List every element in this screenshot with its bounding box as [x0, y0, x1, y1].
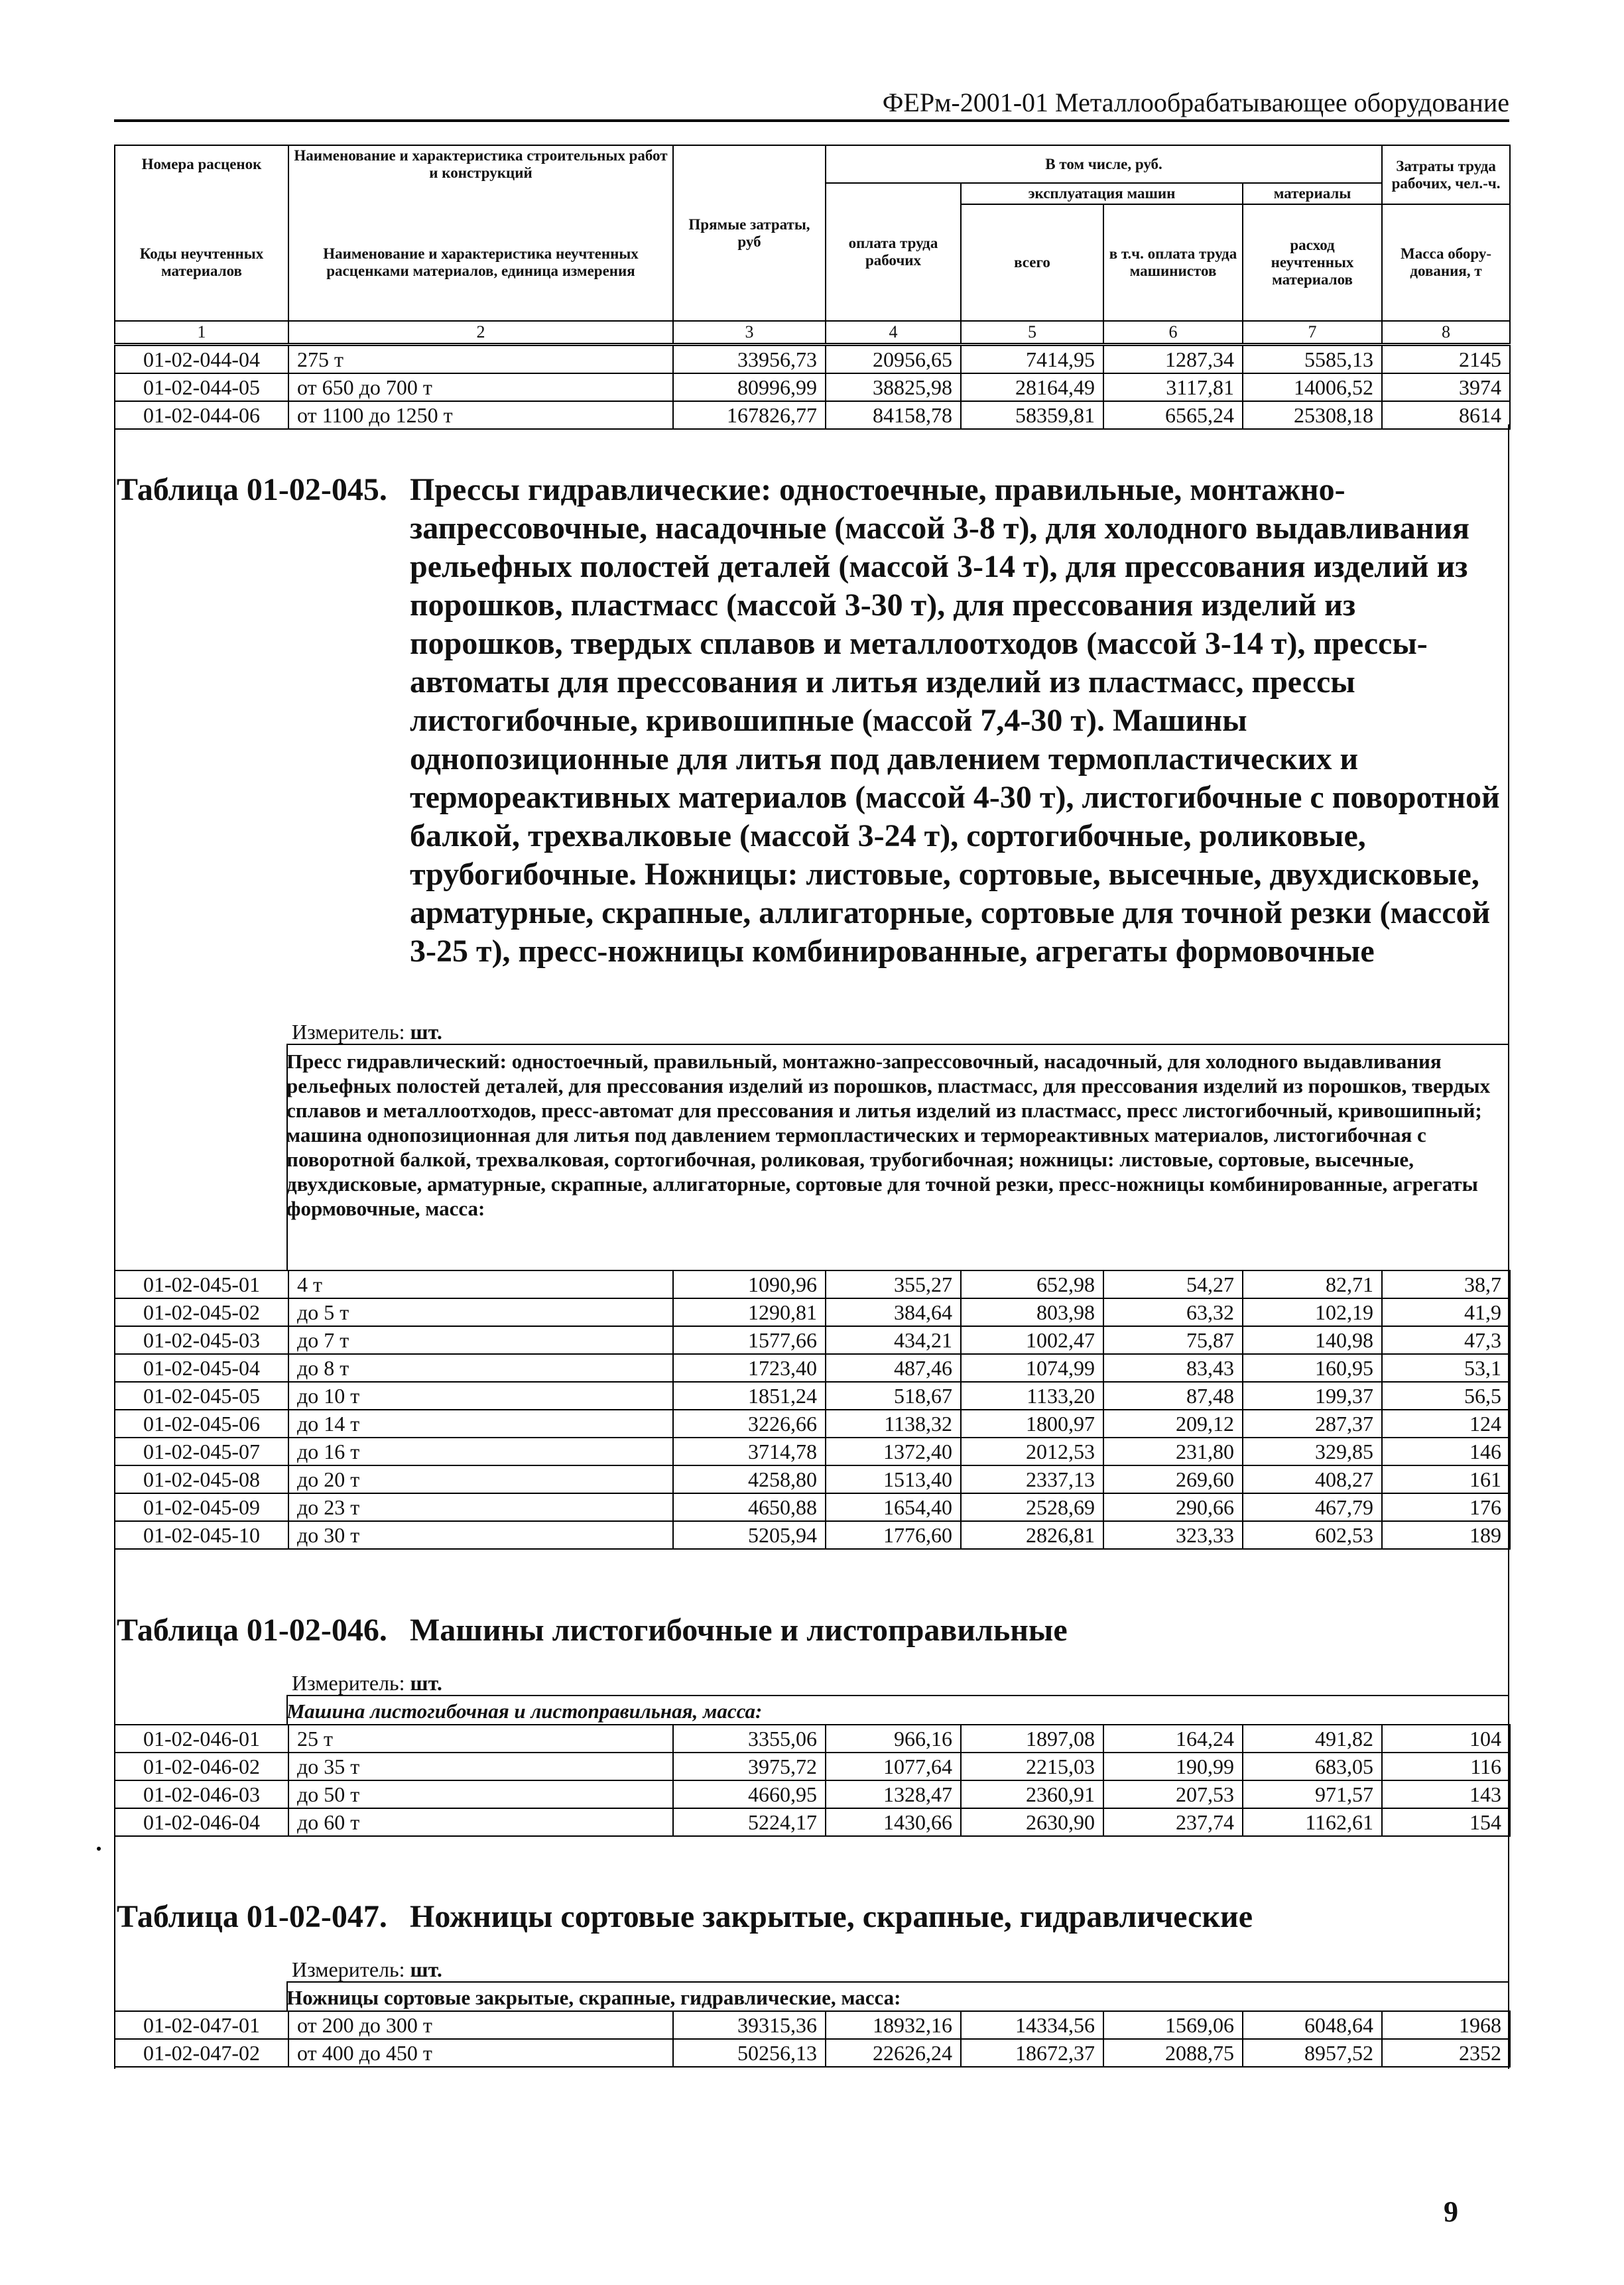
direct-cost: 3975,72 [673, 1753, 826, 1780]
table-046-unit [292, 1671, 442, 1695]
materials-cost: 1162,61 [1243, 1808, 1382, 1836]
labor-pay: 355,27 [826, 1270, 961, 1298]
machine-total: 1002,47 [961, 1326, 1103, 1354]
machinist-pay: 54,27 [1103, 1270, 1243, 1298]
labor-pay: 1077,64 [826, 1753, 961, 1780]
machinist-pay: 237,74 [1103, 1808, 1243, 1836]
mass-or-labor: 176 [1382, 1493, 1510, 1521]
mass-or-labor: 8614 [1382, 401, 1510, 429]
table-046-title-block [117, 1611, 1509, 1651]
col-number: 1 [115, 321, 288, 343]
item-name: до 60 т [288, 1808, 673, 1836]
header-col8-top: Затраты труда рабочих, чел.-ч. [1382, 145, 1510, 204]
machine-total: 2360,91 [961, 1780, 1103, 1808]
frame-right-line [1508, 424, 1509, 2069]
table-row [115, 1438, 1510, 1465]
desc-left-line [286, 1045, 288, 1270]
header-spacer [115, 183, 288, 204]
table-045-unit [292, 1020, 442, 1044]
running-header: ФЕРм-2001-01 Металлообрабатывающее оборудование [114, 86, 1509, 122]
materials-cost: 82,71 [1243, 1270, 1382, 1298]
machine-total: 1074,99 [961, 1354, 1103, 1382]
machine-total: 2630,90 [961, 1808, 1103, 1836]
table-047-number: Таблица 01-02-047. [117, 1899, 387, 1934]
col-number: 3 [673, 321, 826, 343]
table-046-title: Машины листогибочные и листоправильные [410, 1613, 1068, 1648]
header-group: В том числе, руб. [826, 145, 1382, 183]
labor-pay: 1372,40 [826, 1438, 961, 1465]
table-row [115, 1465, 1510, 1493]
direct-cost: 3714,78 [673, 1438, 826, 1465]
item-name: до 8 т [288, 1354, 673, 1382]
materials-cost: 971,57 [1243, 1780, 1382, 1808]
table-046 [114, 1724, 1511, 1837]
materials-cost: 491,82 [1243, 1725, 1382, 1753]
mass-or-labor: 2145 [1382, 345, 1510, 373]
machine-total: 1800,97 [961, 1410, 1103, 1438]
machinist-pay: 209,12 [1103, 1410, 1243, 1438]
materials-cost: 408,27 [1243, 1465, 1382, 1493]
direct-cost: 3355,06 [673, 1725, 826, 1753]
mass-or-labor: 104 [1382, 1725, 1510, 1753]
materials-cost: 160,95 [1243, 1354, 1382, 1382]
direct-cost: 167826,77 [673, 401, 826, 429]
direct-cost: 1723,40 [673, 1354, 826, 1382]
table-047 [114, 2010, 1511, 2068]
col-number: 6 [1103, 321, 1243, 343]
labor-pay: 966,16 [826, 1725, 961, 1753]
labor-pay: 22626,24 [826, 2039, 961, 2067]
table-row [115, 1410, 1510, 1438]
item-name: до 5 т [288, 1298, 673, 1326]
mass-or-labor: 53,1 [1382, 1354, 1510, 1382]
machinist-pay: 231,80 [1103, 1438, 1243, 1465]
item-name: до 30 т [288, 1521, 673, 1549]
machinist-pay: 75,87 [1103, 1326, 1243, 1354]
table-row [115, 1780, 1510, 1808]
direct-cost: 5205,94 [673, 1521, 826, 1549]
direct-cost: 4650,88 [673, 1493, 826, 1521]
machinist-pay: 190,99 [1103, 1753, 1243, 1780]
materials-cost: 287,37 [1243, 1410, 1382, 1438]
unit-label: Измеритель: [292, 1020, 405, 1044]
table-047-unit [292, 1957, 442, 1981]
labor-pay: 434,21 [826, 1326, 961, 1354]
table-row [115, 2011, 1510, 2039]
machine-total: 28164,49 [961, 373, 1103, 401]
machine-total: 652,98 [961, 1270, 1103, 1298]
mass-or-labor: 189 [1382, 1521, 1510, 1549]
item-name: до 23 т [288, 1493, 673, 1521]
materials-cost: 199,37 [1243, 1382, 1382, 1410]
desc-left-line [286, 1981, 288, 2012]
item-name: до 10 т [288, 1382, 673, 1410]
header-col7: расход неучтенных материалов [1243, 204, 1382, 321]
materials-cost: 140,98 [1243, 1326, 1382, 1354]
item-name: до 7 т [288, 1326, 673, 1354]
mass-or-labor: 154 [1382, 1808, 1510, 1836]
table-047-title: Ножницы сортовые закрытые, скрапные, гидравлические [410, 1899, 1253, 1934]
direct-cost: 80996,99 [673, 373, 826, 401]
mass-or-labor: 3974 [1382, 373, 1510, 401]
rate-code: 01-02-046-04 [115, 1808, 288, 1836]
item-name: 275 т [288, 345, 673, 373]
labor-pay: 384,64 [826, 1298, 961, 1326]
materials-cost: 25308,18 [1243, 401, 1382, 429]
rate-code: 01-02-044-04 [115, 345, 288, 373]
item-name: от 650 до 700 т [288, 373, 673, 401]
mass-or-labor: 47,3 [1382, 1326, 1510, 1354]
col-number: 7 [1243, 321, 1382, 343]
materials-cost: 14006,52 [1243, 373, 1382, 401]
rate-code: 01-02-045-08 [115, 1465, 288, 1493]
machinist-pay: 87,48 [1103, 1382, 1243, 1410]
direct-cost: 1577,66 [673, 1326, 826, 1354]
table-044 [114, 345, 1511, 430]
item-name: до 16 т [288, 1438, 673, 1465]
rate-code: 01-02-045-09 [115, 1493, 288, 1521]
desc-top-line [286, 1981, 1509, 1983]
rate-code: 01-02-047-01 [115, 2011, 288, 2039]
unit-value: шт. [410, 1671, 442, 1695]
machine-total: 2337,13 [961, 1465, 1103, 1493]
table-045-number: Таблица 01-02-045. [117, 472, 387, 507]
mass-or-labor: 116 [1382, 1753, 1510, 1780]
direct-cost: 4660,95 [673, 1780, 826, 1808]
labor-pay: 38825,98 [826, 373, 961, 401]
mass-or-labor: 146 [1382, 1438, 1510, 1465]
col-number: 2 [288, 321, 673, 343]
labor-pay: 518,67 [826, 1382, 961, 1410]
materials-cost: 8957,52 [1243, 2039, 1382, 2067]
labor-pay: 18932,16 [826, 2011, 961, 2039]
item-name: 25 т [288, 1725, 673, 1753]
header-col8-bottom: Масса обору-дования, т [1382, 204, 1510, 321]
machinist-pay: 207,53 [1103, 1780, 1243, 1808]
table-row [115, 1753, 1510, 1780]
table-row [115, 345, 1510, 373]
machine-total: 2012,53 [961, 1438, 1103, 1465]
machine-total: 18672,37 [961, 2039, 1103, 2067]
machine-total: 1897,08 [961, 1725, 1103, 1753]
header-col6: в т.ч. оплата труда машинистов [1103, 204, 1243, 321]
rate-code: 01-02-046-02 [115, 1753, 288, 1780]
rate-code: 01-02-046-01 [115, 1725, 288, 1753]
item-name: до 50 т [288, 1780, 673, 1808]
mass-or-labor: 2352 [1382, 2039, 1510, 2067]
header-col1-top: Номера расценок [115, 145, 288, 183]
machinist-pay: 269,60 [1103, 1465, 1243, 1493]
labor-pay: 1328,47 [826, 1780, 961, 1808]
desc-top-line [286, 1695, 1509, 1696]
machine-total: 2826,81 [961, 1521, 1103, 1549]
unit-label: Измеритель: [292, 1671, 405, 1695]
mass-or-labor: 143 [1382, 1780, 1510, 1808]
table-046-description: Машина листогибочная и листоправильная, масса: [286, 1699, 763, 1723]
table-047-title-block [117, 1898, 1509, 1938]
desc-top-line [286, 1044, 1509, 1045]
header-col3: Прямые затраты, руб [673, 145, 826, 321]
unit-value: шт. [410, 1020, 442, 1044]
machine-total: 58359,81 [961, 401, 1103, 429]
rate-code: 01-02-045-01 [115, 1270, 288, 1298]
machinist-pay: 1569,06 [1103, 2011, 1243, 2039]
mass-or-labor: 41,9 [1382, 1298, 1510, 1326]
header-spacer [288, 183, 673, 204]
materials-cost: 6048,64 [1243, 2011, 1382, 2039]
labor-pay: 1138,32 [826, 1410, 961, 1438]
unit-label: Измеритель: [292, 1957, 405, 1981]
machine-total: 2215,03 [961, 1753, 1103, 1780]
direct-cost: 1090,96 [673, 1270, 826, 1298]
rate-code: 01-02-045-02 [115, 1298, 288, 1326]
rate-code: 01-02-047-02 [115, 2039, 288, 2067]
materials-cost: 467,79 [1243, 1493, 1382, 1521]
table-row [115, 1354, 1510, 1382]
machinist-pay: 2088,75 [1103, 2039, 1243, 2067]
table-row [115, 1270, 1510, 1298]
direct-cost: 4258,80 [673, 1465, 826, 1493]
item-name: до 14 т [288, 1410, 673, 1438]
labor-pay: 1430,66 [826, 1808, 961, 1836]
machinist-pay: 83,43 [1103, 1354, 1243, 1382]
materials-cost: 329,85 [1243, 1438, 1382, 1465]
table-row [115, 1521, 1510, 1549]
direct-cost: 5224,17 [673, 1808, 826, 1836]
mass-or-labor: 56,5 [1382, 1382, 1510, 1410]
rate-code: 01-02-045-07 [115, 1438, 288, 1465]
unit-value: шт. [410, 1957, 442, 1981]
machinist-pay: 290,66 [1103, 1493, 1243, 1521]
direct-cost: 39315,36 [673, 2011, 826, 2039]
machinist-pay: 323,33 [1103, 1521, 1243, 1549]
direct-cost: 33956,73 [673, 345, 826, 373]
item-name: 4 т [288, 1270, 673, 1298]
header-col4: оплата труда рабочих [826, 183, 961, 321]
table-row [115, 401, 1510, 429]
direct-cost: 3226,66 [673, 1410, 826, 1438]
materials-cost: 102,19 [1243, 1298, 1382, 1326]
header-col5: всего [961, 204, 1103, 321]
machinist-pay: 164,24 [1103, 1725, 1243, 1753]
machine-total: 14334,56 [961, 2011, 1103, 2039]
machine-total: 803,98 [961, 1298, 1103, 1326]
col-number: 8 [1382, 321, 1510, 343]
header-col2-bottom: Наименование и характеристика неучтенных расценками материалов, единица измерения [288, 204, 673, 321]
direct-cost: 1851,24 [673, 1382, 826, 1410]
header-subgroup-materials: материалы [1243, 183, 1382, 204]
column-header-table [114, 145, 1511, 344]
mass-or-labor: 38,7 [1382, 1270, 1510, 1298]
labor-pay: 1654,40 [826, 1493, 961, 1521]
header-subgroup-machines: эксплуатация машин [961, 183, 1243, 204]
rate-code: 01-02-045-03 [115, 1326, 288, 1354]
mass-or-labor: 161 [1382, 1465, 1510, 1493]
table-045-title: Прессы гидравлические: одностоечные, правильные, монтажно-запрессовочные, насадочные (массой 3-8 т), для холодного выдавливания рельефных полостей деталей (массой 3-14 т), для прессования изделий из порошков, пластмасс (массой 3-30 т), для прессования изделий из порошков, твердых сплавов и металлоотходов (массой 3-14 т), прессы-автоматы для прессования и литья изделий из пластмасс, прессы листогибочные, кривошипные (массой 7,4-30 т). Машины однопозиционные для литья под давлением термопластических и термореактивных материалов (массой 4-30 т), листогибочные с поворотной балкой, трехвалковые (массой 3-24 т), сортогибочные, роликовые, трубогибочные. Ножницы: листовые, сортовые, высечные, двухдисковые, арматурные, скрапные, аллигаторные, сортовые для точной резки (массой 3-25 т), пресс-ножницы комбинированные, агрегаты формовочные [410, 472, 1500, 969]
mass-or-labor: 124 [1382, 1410, 1510, 1438]
rate-code: 01-02-045-04 [115, 1354, 288, 1382]
table-row [115, 1326, 1510, 1354]
table-row [115, 1725, 1510, 1753]
machinist-pay: 1287,34 [1103, 345, 1243, 373]
table-row [115, 1493, 1510, 1521]
item-name: от 200 до 300 т [288, 2011, 673, 2039]
machine-total: 7414,95 [961, 345, 1103, 373]
table-046-number: Таблица 01-02-046. [117, 1613, 387, 1648]
col-number: 5 [961, 321, 1103, 343]
table-047-description: Ножницы сортовые закрытые, скрапные, гидравлические, масса: [286, 1986, 901, 2009]
mass-or-labor: 1968 [1382, 2011, 1510, 2039]
col-number: 4 [826, 321, 961, 343]
page-number: 9 [1444, 2195, 1458, 2228]
desc-left-line [286, 1695, 288, 1725]
header-col1-bottom: Коды неучтенных материалов [115, 204, 288, 321]
materials-cost: 5585,13 [1243, 345, 1382, 373]
machinist-pay: 3117,81 [1103, 373, 1243, 401]
labor-pay: 1776,60 [826, 1521, 961, 1549]
machinist-pay: 6565,24 [1103, 401, 1243, 429]
rate-code: 01-02-046-03 [115, 1780, 288, 1808]
table-row [115, 1298, 1510, 1326]
frame-left-line [114, 424, 115, 2069]
header-col2-top: Наименование и характеристика строительных работ и конструкций [288, 145, 673, 183]
table-045 [114, 1270, 1511, 1550]
labor-pay: 1513,40 [826, 1465, 961, 1493]
rate-code: 01-02-045-10 [115, 1521, 288, 1549]
item-name: до 20 т [288, 1465, 673, 1493]
direct-cost: 50256,13 [673, 2039, 826, 2067]
table-row [115, 2039, 1510, 2067]
machine-total: 1133,20 [961, 1382, 1103, 1410]
table-045-description: Пресс гидравлический: одностоечный, правильный, монтажно-запрессовочный, насадочный, для холодного выдавливания рельефных полостей деталей, для прессования изделий из порошков, пластмасс, для прессования изделий из порошков, твердых сплавов и металлоотходов, пресс-автомат для прессования и литья изделий из пластмасс, пресс листогибочный, кривошипный; машина однопозиционная для литья под давлением термопластических и термореактивных материалов, листогибочная с поворотной балкой, трехвалковая, сортогибочная, роликовая, трубогибочная; ножницы: листовые, сортовые, высечные, двухдисковые, арматурные, скрапные, аллигаторные, сортовые для точной резки, пресс-ножницы комбинированные, агрегаты формовочные, масса: [286, 1050, 1491, 1220]
rate-code: 01-02-044-06 [115, 401, 288, 429]
item-name: до 35 т [288, 1753, 673, 1780]
table-045-title-block [117, 471, 1509, 1015]
rate-code: 01-02-044-05 [115, 373, 288, 401]
table-row [115, 1382, 1510, 1410]
machine-total: 2528,69 [961, 1493, 1103, 1521]
materials-cost: 602,53 [1243, 1521, 1382, 1549]
item-name: от 1100 до 1250 т [288, 401, 673, 429]
labor-pay: 20956,65 [826, 345, 961, 373]
direct-cost: 1290,81 [673, 1298, 826, 1326]
rate-code: 01-02-045-06 [115, 1410, 288, 1438]
materials-cost: 683,05 [1243, 1753, 1382, 1780]
table-row [115, 373, 1510, 401]
table-row [115, 1808, 1510, 1836]
machinist-pay: 63,32 [1103, 1298, 1243, 1326]
rate-code: 01-02-045-05 [115, 1382, 288, 1410]
labor-pay: 487,46 [826, 1354, 961, 1382]
scan-speck [97, 1847, 101, 1851]
labor-pay: 84158,78 [826, 401, 961, 429]
item-name: от 400 до 450 т [288, 2039, 673, 2067]
